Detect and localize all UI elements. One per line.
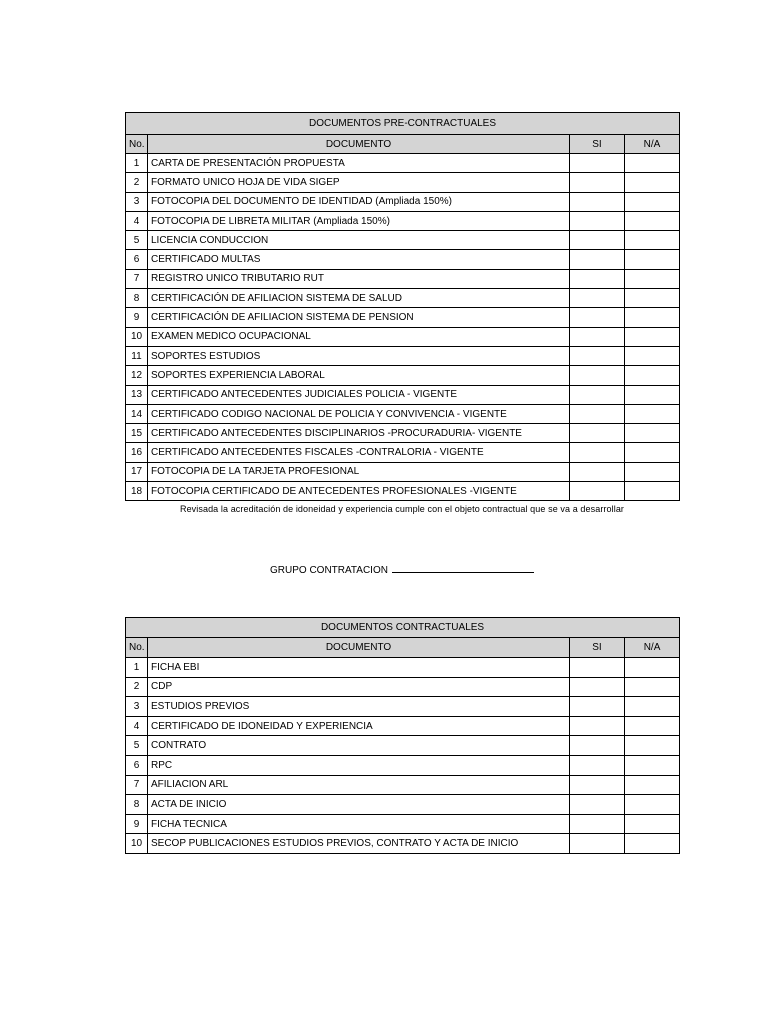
na-checkbox-cell[interactable] — [625, 795, 680, 815]
si-checkbox-cell[interactable] — [570, 173, 625, 192]
row-number: 11 — [126, 346, 148, 365]
row-number: 4 — [126, 211, 148, 230]
na-checkbox-cell[interactable] — [625, 404, 680, 423]
column-header-na: N/A — [625, 638, 680, 658]
si-checkbox-cell[interactable] — [570, 775, 625, 795]
si-checkbox-cell[interactable] — [570, 755, 625, 775]
row-number: 6 — [126, 755, 148, 775]
na-checkbox-cell[interactable] — [625, 462, 680, 481]
si-checkbox-cell[interactable] — [570, 795, 625, 815]
table-row — [126, 366, 680, 385]
document-name: SECOP PUBLICACIONES ESTUDIOS PREVIOS, CONTRATO Y ACTA DE INICIO — [148, 834, 570, 854]
si-checkbox-cell[interactable] — [570, 269, 625, 288]
row-number: 8 — [126, 795, 148, 815]
table-title: DOCUMENTOS PRE-CONTRACTUALES — [126, 113, 680, 135]
na-checkbox-cell[interactable] — [625, 697, 680, 717]
row-number: 5 — [126, 231, 148, 250]
na-checkbox-cell[interactable] — [625, 327, 680, 346]
si-checkbox-cell[interactable] — [570, 443, 625, 462]
table-row — [126, 346, 680, 365]
si-checkbox-cell[interactable] — [570, 366, 625, 385]
table-row — [126, 154, 680, 173]
na-checkbox-cell[interactable] — [625, 482, 680, 501]
row-number: 7 — [126, 775, 148, 795]
si-checkbox-cell[interactable] — [570, 231, 625, 250]
column-header-no: No. — [126, 638, 148, 658]
document-name: CERTIFICADO CODIGO NACIONAL DE POLICIA Y CONVIVENCIA - VIGENTE — [148, 404, 570, 423]
table-row — [126, 231, 680, 250]
si-checkbox-cell[interactable] — [570, 154, 625, 173]
na-checkbox-cell[interactable] — [625, 269, 680, 288]
table-row — [126, 211, 680, 230]
na-checkbox-cell[interactable] — [625, 289, 680, 308]
na-checkbox-cell[interactable] — [625, 775, 680, 795]
na-checkbox-cell[interactable] — [625, 211, 680, 230]
table-row — [126, 443, 680, 462]
na-checkbox-cell[interactable] — [625, 677, 680, 697]
table-row — [126, 250, 680, 269]
na-checkbox-cell[interactable] — [625, 658, 680, 678]
row-number: 14 — [126, 404, 148, 423]
table-row — [126, 482, 680, 501]
si-checkbox-cell[interactable] — [570, 346, 625, 365]
si-checkbox-cell[interactable] — [570, 677, 625, 697]
row-number: 9 — [126, 814, 148, 834]
si-checkbox-cell[interactable] — [570, 404, 625, 423]
document-name: ACTA DE INICIO — [148, 795, 570, 815]
na-checkbox-cell[interactable] — [625, 755, 680, 775]
na-checkbox-cell[interactable] — [625, 250, 680, 269]
table-row — [126, 289, 680, 308]
pre-contractual-table — [125, 112, 680, 501]
document-name: FORMATO UNICO HOJA DE VIDA SIGEP — [148, 173, 570, 192]
document-name: FOTOCOPIA DEL DOCUMENTO DE IDENTIDAD (Ampliada 150%) — [148, 192, 570, 211]
si-checkbox-cell[interactable] — [570, 658, 625, 678]
table-row — [126, 462, 680, 481]
document-name: CERTIFICADO ANTECEDENTES JUDICIALES POLICIA - VIGENTE — [148, 385, 570, 404]
row-number: 9 — [126, 308, 148, 327]
si-checkbox-cell[interactable] — [570, 211, 625, 230]
si-checkbox-cell[interactable] — [570, 192, 625, 211]
na-checkbox-cell[interactable] — [625, 716, 680, 736]
na-checkbox-cell[interactable] — [625, 736, 680, 756]
table-row — [126, 308, 680, 327]
document-name: SOPORTES EXPERIENCIA LABORAL — [148, 366, 570, 385]
document-name: CERTIFICADO ANTECEDENTES DISCIPLINARIOS -PROCURADURIA- VIGENTE — [148, 424, 570, 443]
table-title: DOCUMENTOS CONTRACTUALES — [126, 618, 680, 638]
row-number: 2 — [126, 173, 148, 192]
row-number: 3 — [126, 192, 148, 211]
table-row — [126, 658, 680, 678]
column-header-no: No. — [126, 135, 148, 154]
verification-note: Revisada la acreditación de idoneidad y experiencia cumple con el objeto contractual que se va a desarrollar — [179, 504, 625, 514]
row-number: 8 — [126, 289, 148, 308]
document-name: FICHA EBI — [148, 658, 570, 678]
si-checkbox-cell[interactable] — [570, 327, 625, 346]
document-name: CERTIFICACIÓN DE AFILIACION SISTEMA DE PENSION — [148, 308, 570, 327]
row-number: 2 — [126, 677, 148, 697]
document-name: FOTOCOPIA DE LIBRETA MILITAR (Ampliada 150%) — [148, 211, 570, 230]
table-row — [126, 327, 680, 346]
row-number: 10 — [126, 327, 148, 346]
na-checkbox-cell[interactable] — [625, 385, 680, 404]
document-name: RPC — [148, 755, 570, 775]
row-number: 10 — [126, 834, 148, 854]
si-checkbox-cell[interactable] — [570, 814, 625, 834]
table-row — [126, 775, 680, 795]
table-row — [126, 697, 680, 717]
table-row — [126, 404, 680, 423]
document-name: SOPORTES ESTUDIOS — [148, 346, 570, 365]
row-number: 6 — [126, 250, 148, 269]
table-row — [126, 677, 680, 697]
na-checkbox-cell[interactable] — [625, 443, 680, 462]
column-header-si: SI — [570, 135, 625, 154]
table-row — [126, 385, 680, 404]
document-name: FOTOCOPIA DE LA TARJETA PROFESIONAL — [148, 462, 570, 481]
si-checkbox-cell[interactable] — [570, 834, 625, 854]
na-checkbox-cell[interactable] — [625, 308, 680, 327]
si-checkbox-cell[interactable] — [570, 697, 625, 717]
na-checkbox-cell[interactable] — [625, 834, 680, 854]
si-checkbox-cell[interactable] — [570, 462, 625, 481]
document-name: EXAMEN MEDICO OCUPACIONAL — [148, 327, 570, 346]
table-row — [126, 269, 680, 288]
document-name: CERTIFICADO DE IDONEIDAD Y EXPERIENCIA — [148, 716, 570, 736]
document-name: FICHA TECNICA — [148, 814, 570, 834]
si-checkbox-cell[interactable] — [570, 424, 625, 443]
na-checkbox-cell[interactable] — [625, 814, 680, 834]
signature-block — [270, 563, 534, 576]
si-checkbox-cell[interactable] — [570, 250, 625, 269]
table-row — [126, 173, 680, 192]
table-row — [126, 424, 680, 443]
document-name: LICENCIA CONDUCCION — [148, 231, 570, 250]
document-name: FOTOCOPIA CERTIFICADO DE ANTECEDENTES PROFESIONALES -VIGENTE — [148, 482, 570, 501]
table-body — [126, 658, 680, 854]
row-number: 13 — [126, 385, 148, 404]
document-name: CERTIFICACIÓN DE AFILIACION SISTEMA DE SALUD — [148, 289, 570, 308]
row-number: 4 — [126, 716, 148, 736]
column-header-documento: DOCUMENTO — [148, 638, 570, 658]
contractual-table — [125, 617, 680, 854]
table-row — [126, 755, 680, 775]
table-body — [126, 154, 680, 501]
row-number: 12 — [126, 366, 148, 385]
si-checkbox-cell[interactable] — [570, 716, 625, 736]
document-name: CARTA DE PRESENTACIÓN PROPUESTA — [148, 154, 570, 173]
si-checkbox-cell[interactable] — [570, 289, 625, 308]
si-checkbox-cell[interactable] — [570, 308, 625, 327]
document-name: AFILIACION ARL — [148, 775, 570, 795]
si-checkbox-cell[interactable] — [570, 482, 625, 501]
row-number: 15 — [126, 424, 148, 443]
document-name: CDP — [148, 677, 570, 697]
na-checkbox-cell[interactable] — [625, 346, 680, 365]
si-checkbox-cell[interactable] — [570, 736, 625, 756]
column-header-na: N/A — [625, 135, 680, 154]
row-number: 17 — [126, 462, 148, 481]
signature-line[interactable] — [392, 563, 534, 573]
table-row — [126, 736, 680, 756]
row-number: 3 — [126, 697, 148, 717]
row-number: 7 — [126, 269, 148, 288]
row-number: 16 — [126, 443, 148, 462]
document-name: CERTIFICADO ANTECEDENTES FISCALES -CONTRALORIA - VIGENTE — [148, 443, 570, 462]
table-row — [126, 192, 680, 211]
na-checkbox-cell[interactable] — [625, 366, 680, 385]
table-row — [126, 795, 680, 815]
na-checkbox-cell[interactable] — [625, 173, 680, 192]
na-checkbox-cell[interactable] — [625, 424, 680, 443]
column-header-documento: DOCUMENTO — [148, 135, 570, 154]
column-header-si: SI — [570, 638, 625, 658]
document-name: REGISTRO UNICO TRIBUTARIO RUT — [148, 269, 570, 288]
signature-label: GRUPO CONTRATACION — [270, 565, 388, 576]
table-row — [126, 814, 680, 834]
document-name: CERTIFICADO MULTAS — [148, 250, 570, 269]
row-number: 1 — [126, 154, 148, 173]
row-number: 1 — [126, 658, 148, 678]
row-number: 18 — [126, 482, 148, 501]
table-row — [126, 716, 680, 736]
row-number: 5 — [126, 736, 148, 756]
na-checkbox-cell[interactable] — [625, 231, 680, 250]
document-name: CONTRATO — [148, 736, 570, 756]
na-checkbox-cell[interactable] — [625, 154, 680, 173]
si-checkbox-cell[interactable] — [570, 385, 625, 404]
na-checkbox-cell[interactable] — [625, 192, 680, 211]
table-row — [126, 834, 680, 854]
document-name: ESTUDIOS PREVIOS — [148, 697, 570, 717]
